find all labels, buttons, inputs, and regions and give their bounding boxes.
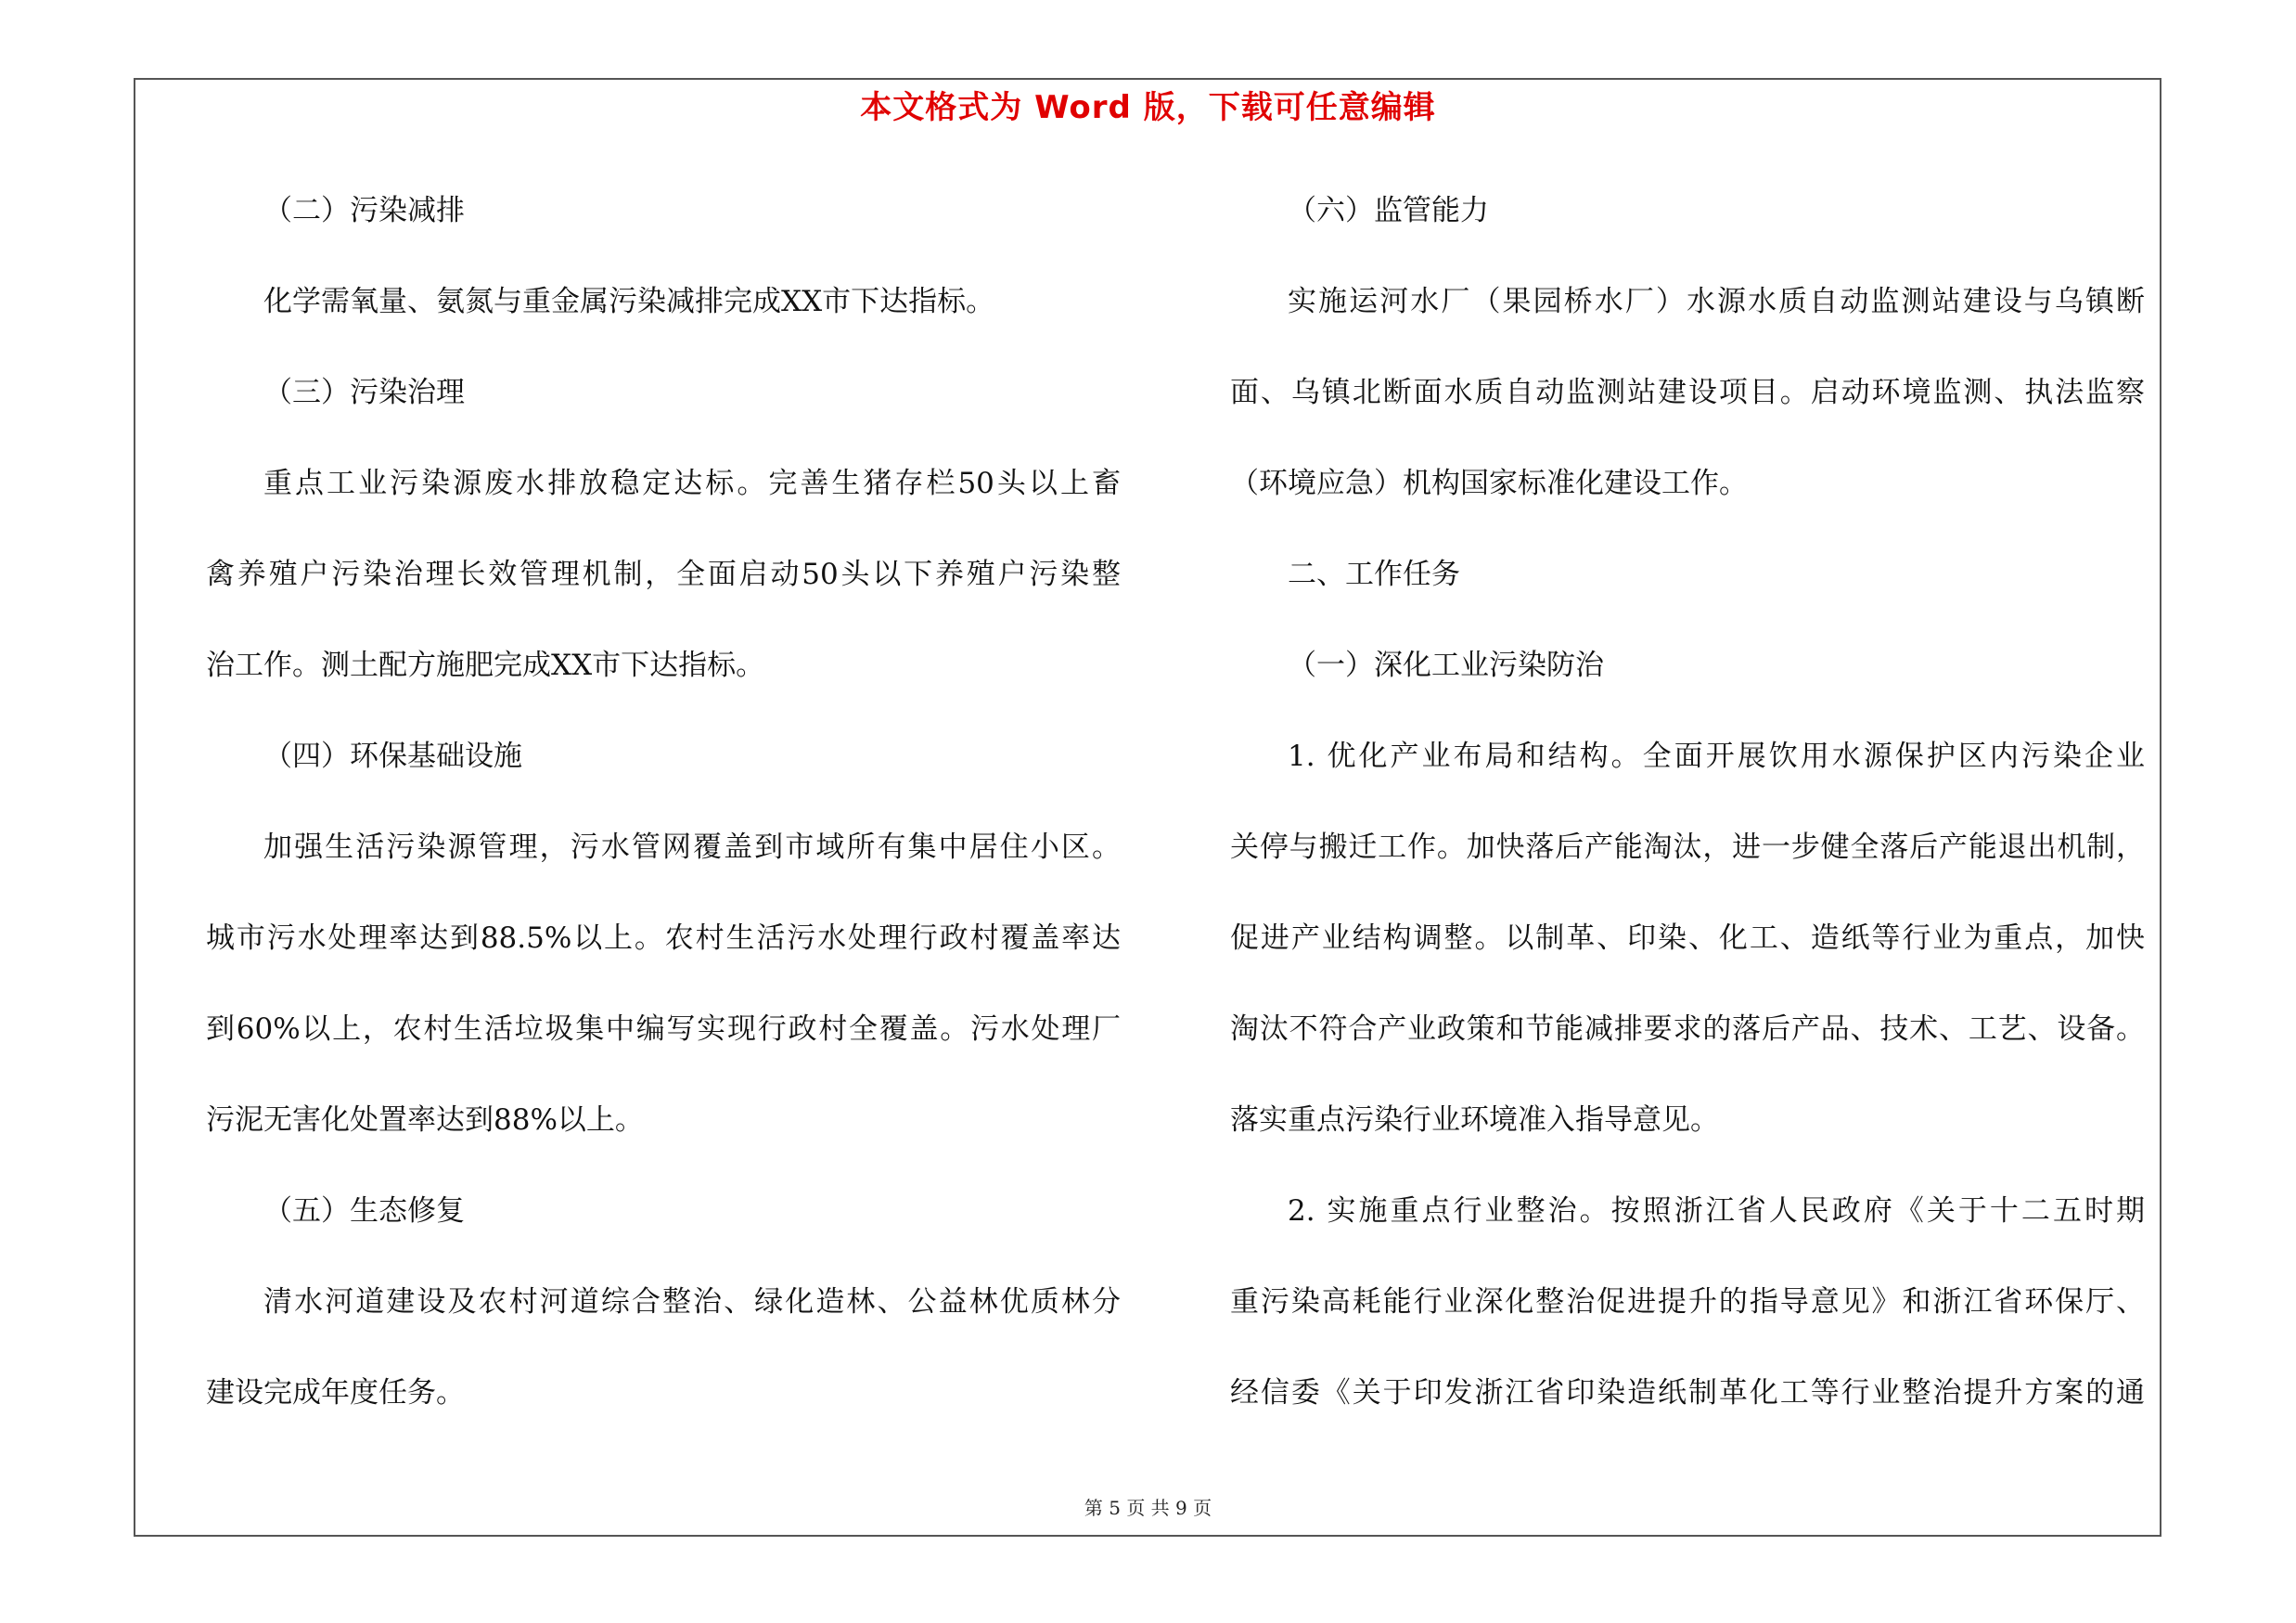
text-line: （环境应急）机构国家标准化建设工作。 bbox=[1230, 467, 1748, 500]
text-line: 到60%以上，农村生活垃圾集中编写实现行政村全覆盖。污水处理厂 bbox=[206, 1012, 1121, 1046]
text-line: （二）污染减排 bbox=[263, 194, 465, 227]
text-line: （五）生态修复 bbox=[263, 1194, 465, 1228]
text-line: （六）监管能力 bbox=[1288, 194, 1489, 227]
text-line: 禽养殖户污染治理长效管理机制，全面启动50头以下养殖户污染整 bbox=[206, 558, 1121, 591]
text-line: 重污染高耗能行业深化整治促进提升的指导意见》和浙江省环保厅、 bbox=[1230, 1285, 2145, 1319]
text-line: 淘汰不符合产业政策和节能减排要求的落后产品、技术、工艺、设备。 bbox=[1230, 1012, 2145, 1046]
text-line: 面、乌镇北断面水质自动监测站建设项目。启动环境监测、执法监察 bbox=[1230, 376, 2145, 409]
text-line: 二、工作任务 bbox=[1288, 558, 1460, 591]
text-line: 1. 优化产业布局和结构。全面开展饮用水源保护区内污染企业 bbox=[1288, 740, 2145, 773]
text-line: 建设完成年度任务。 bbox=[206, 1376, 465, 1410]
text-line: 关停与搬迁工作。加快落后产能淘汰，进一步健全落后产能退出机制， bbox=[1230, 831, 2145, 864]
text-line: 促进产业结构调整。以制革、印染、化工、造纸等行业为重点，加快 bbox=[1230, 921, 2145, 955]
text-line: （三）污染治理 bbox=[263, 376, 465, 409]
text-line: 化学需氧量、氨氮与重金属污染减排完成XX市下达指标。 bbox=[263, 285, 995, 318]
page-number-footer: 第 5 页 共 9 页 bbox=[1084, 1497, 1212, 1519]
right-column bbox=[1230, 184, 2145, 1457]
text-line: （一）深化工业污染防治 bbox=[1288, 649, 1604, 682]
text-line: 重点工业污染源废水排放稳定达标。完善生猪存栏50头以上畜 bbox=[263, 467, 1121, 500]
text-line: 清水河道建设及农村河道综合整治、绿化造林、公益林优质林分 bbox=[263, 1285, 1121, 1319]
left-column bbox=[206, 184, 1121, 1457]
text-line: 经信委《关于印发浙江省印染造纸制革化工等行业整治提升方案的通 bbox=[1230, 1376, 2145, 1410]
text-line: 加强生活污染源管理，污水管网覆盖到市域所有集中居住小区。 bbox=[263, 831, 1121, 864]
text-line: 落实重点污染行业环境准入指导意见。 bbox=[1230, 1103, 1719, 1137]
format-banner: 本文格式为 Word 版，下载可任意编辑 bbox=[860, 89, 1436, 126]
text-line: （四）环保基础设施 bbox=[263, 740, 522, 773]
text-line: 治工作。测土配方施肥完成XX市下达指标。 bbox=[206, 649, 765, 682]
text-line: 实施运河水厂（果园桥水厂）水源水质自动监测站建设与乌镇断 bbox=[1288, 285, 2145, 318]
text-line: 城市污水处理率达到88.5%以上。农村生活污水处理行政村覆盖率达 bbox=[206, 921, 1121, 955]
text-line: 2. 实施重点行业整治。按照浙江省人民政府《关于十二五时期 bbox=[1288, 1194, 2145, 1228]
text-line: 污泥无害化处置率达到88%以上。 bbox=[206, 1103, 644, 1137]
